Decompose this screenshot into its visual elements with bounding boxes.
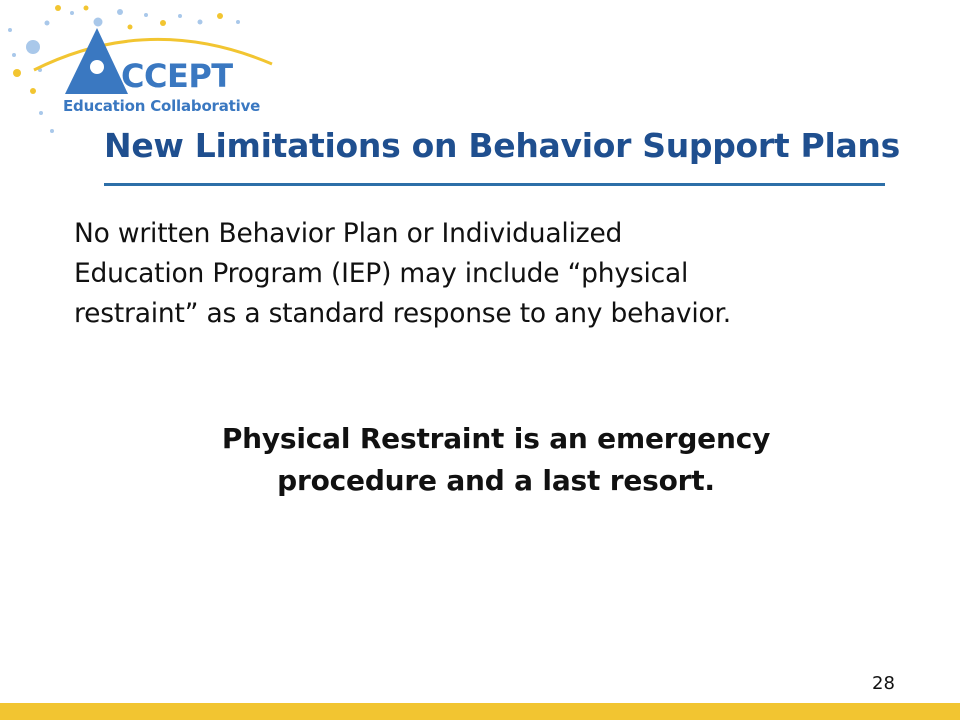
body-line: No written Behavior Plan or Individualized <box>74 218 623 249</box>
emphasis-statement <box>96 418 896 502</box>
logo-wordmark: CCEPT <box>121 57 233 95</box>
emphasis-line: Physical Restraint is an emergency <box>221 422 771 455</box>
footer-bar <box>0 703 960 720</box>
page-number: 28 <box>872 673 895 694</box>
logo-subtitle: Education Collaborative <box>63 97 261 115</box>
body-line: Education Program (IEP) may include “physical <box>74 258 689 289</box>
body-paragraph <box>74 214 904 334</box>
body-line: restraint” as a standard response to any behavior. <box>74 298 732 329</box>
accept-logo <box>0 0 290 140</box>
title-underline <box>104 183 885 186</box>
emphasis-line: procedure and a last resort. <box>277 464 715 497</box>
slide-title: New Limitations on Behavior Support Plans <box>104 126 900 165</box>
